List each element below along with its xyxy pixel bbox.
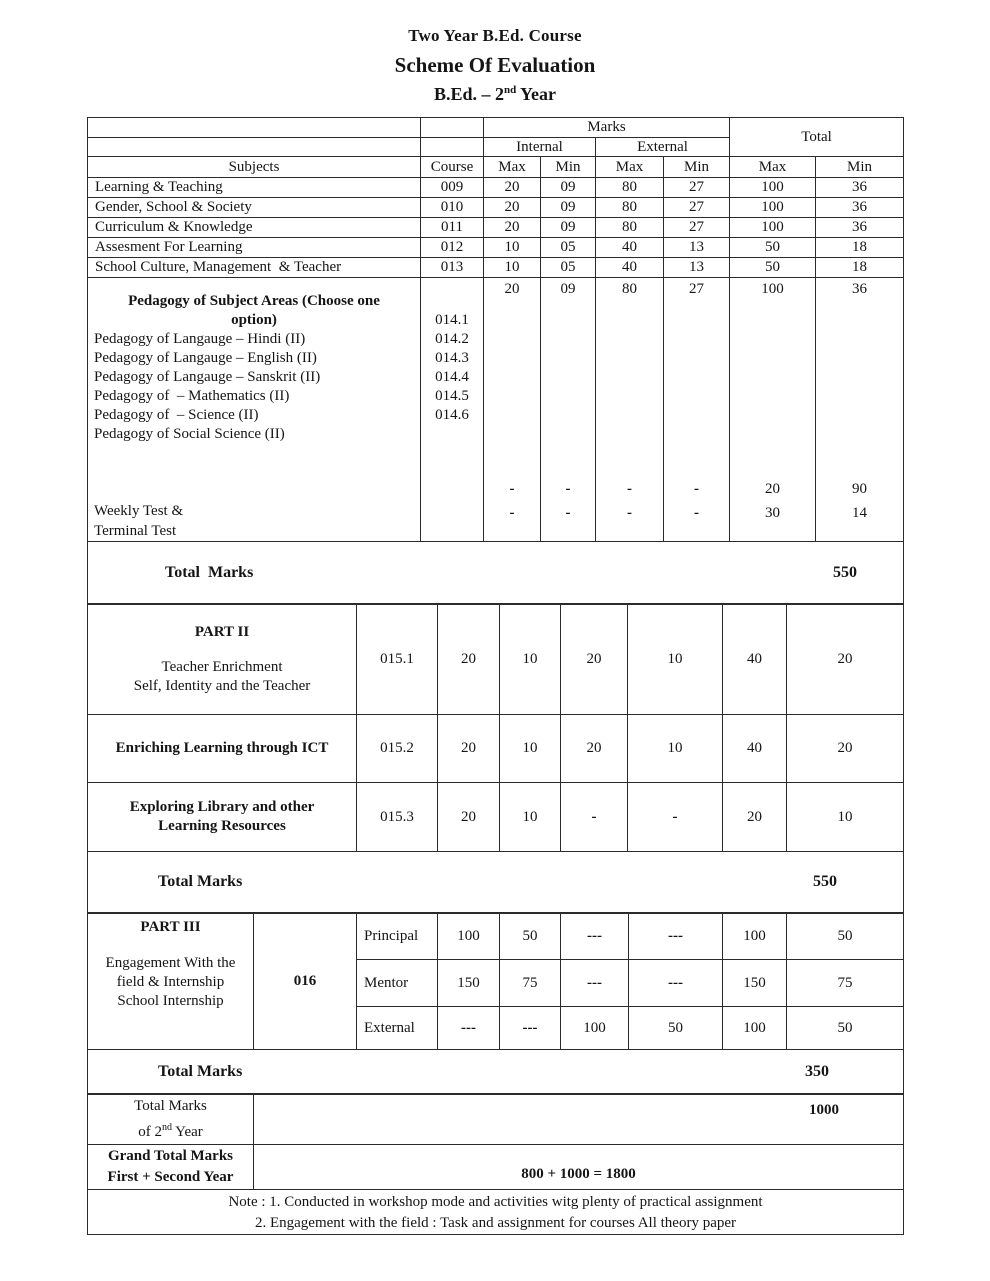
part2-subject-cell [88,783,357,852]
part2-subject-cell [88,715,357,783]
course-cell: 010 [421,198,484,218]
part2-label: PART II [194,624,250,640]
table-row [88,118,904,138]
grand-total-label-cell [88,1145,254,1190]
tot-min-cell: 50 [787,914,904,960]
int-max-cell: 150 [438,960,500,1007]
int-min-cell: 10 [500,783,561,852]
year2-total-row [88,1095,904,1145]
pedagogy-course-codes [421,278,483,541]
part1-total-row [88,542,904,604]
ext-min-cell: 13 [664,238,730,258]
spacer [484,298,540,479]
scheme-title: Scheme Of Evaluation [394,53,596,77]
year2-total-label-cell [88,1095,254,1145]
tot-min-cell: 36 [816,178,904,198]
weekly-int-min-dash: - [565,481,571,497]
pedagogy-option: Pedagogy of – Science (II) [94,407,259,423]
course-cell: 015.1 [357,605,438,715]
part2-row3 [88,783,904,852]
tot-max-cell: 20 [723,783,787,852]
course-code: 014.5 [435,388,469,404]
course-cell: 013 [421,258,484,278]
pedagogy-subject-content [88,278,420,541]
total-content [88,564,903,582]
weekly-tot-max: 20 [765,481,781,497]
ext-max-cell: 40 [596,238,664,258]
part2-total-row [88,852,904,913]
year-title-superscript: nd [503,84,517,96]
note-line2: 2. Engagement with the field : Task and assignment for courses All theory paper [254,1215,737,1231]
part2-table [87,604,904,913]
part3-label: PART III [140,919,201,935]
ext-min-header: Min [664,157,730,178]
pedagogy-course-cell [421,278,484,542]
ext-min-cell: - [628,783,723,852]
int-min-cell: 10 [500,715,561,783]
column-header-row [88,157,904,178]
pedagogy-option: Pedagogy of – Mathematics (II) [94,388,290,404]
spacer [664,298,729,479]
pedagogy-int-max-cell [484,278,541,542]
cell-content [541,278,595,527]
tot-max-cell: 40 [723,715,787,783]
int-max-cell: --- [438,1007,500,1050]
year-title [0,84,990,105]
course-code: 014.4 [435,369,469,385]
ext-max-cell: 40 [596,258,664,278]
grand-total-value: 800 + 1000 = 1800 [254,1145,904,1190]
year2-label-suffix: Year [171,1124,203,1140]
pedagogy-int-min: 09 [560,281,576,297]
external-header: External [596,138,730,157]
part1-total-cell [88,542,904,604]
tot-max-cell: 150 [723,960,787,1007]
part2-subject-line1: Teacher Enrichment [161,659,283,675]
pedagogy-int-max: 20 [504,281,520,297]
total-marks-label: Total Marks [158,1062,243,1080]
int-max-cell: 100 [438,914,500,960]
int-max-cell: 20 [484,218,541,238]
part3-desc-line1: Engagement With the [105,955,236,971]
part3-total-row [88,1050,904,1094]
main-marks-table [87,117,904,604]
empty-cell [88,118,421,138]
year-title-prefix: B.Ed. – 2 [433,84,504,104]
spacer [88,444,420,501]
int-max-cell: 20 [438,783,500,852]
total-marks-label: Total Marks [158,873,243,890]
evaluator-cell: External [357,1007,438,1050]
table-row [88,178,904,198]
ext-min-cell: 10 [628,605,723,715]
course-code: 014.1 [435,312,469,328]
document-header [0,26,990,105]
ext-min-cell: --- [629,960,723,1007]
note-line1: Note : 1. Conducted in workshop mode and activities witg plenty of practical assignment [228,1194,763,1210]
pedagogy-option: Pedagogy of Social Science (II) [94,426,285,442]
note-cell [88,1190,904,1235]
int-min-cell: 09 [541,218,596,238]
library-label-line2: Learning Resources [158,818,286,834]
pedagogy-heading-line1: Pedagogy of Subject Areas (Choose one [128,293,380,309]
int-max-cell: 20 [438,605,500,715]
tot-min-cell: 10 [787,783,904,852]
tot-min-header: Min [816,157,904,178]
year2-total-label-line2 [88,1117,253,1143]
weekly-ext-min-dash: - [694,481,699,497]
subject-cell: Gender, School & Society [88,198,421,218]
tot-max-cell: 100 [730,218,816,238]
pedagogy-option: Pedagogy of Langauge – English (II) [94,350,317,366]
grand-total-label-line2: First + Second Year [107,1169,234,1185]
spacer [596,298,663,479]
note-row [88,1190,904,1235]
year2-label-prefix: of 2 [138,1124,162,1140]
terminal-ext-min-dash: - [694,505,699,521]
spacer [730,298,815,479]
int-min-cell: 50 [500,914,561,960]
year2-total-label-line1: Total Marks [134,1098,207,1114]
pedagogy-option: Pedagogy of Langauge – Hindi (II) [94,331,306,347]
table-row [88,238,904,258]
ext-max-cell: --- [561,914,629,960]
pedagogy-ext-min-cell [664,278,730,542]
course-code: 014.6 [435,407,469,423]
tot-min-cell: 50 [787,1007,904,1050]
table-row [88,198,904,218]
spacer [816,298,903,479]
part3-subject-content [88,914,253,1049]
tot-max-cell: 50 [730,238,816,258]
evaluator-cell: Mentor [357,960,438,1007]
weekly-test-label: Weekly Test & [94,503,184,519]
course-header: Course [421,157,484,178]
spacer [541,298,595,479]
pedagogy-tot-max-cell [730,278,816,542]
weekly-ext-max-dash: - [627,481,632,497]
evaluator-cell: Principal [357,914,438,960]
ext-min-cell: 13 [664,258,730,278]
internal-header: Internal [484,138,596,157]
empty-cell [421,118,484,138]
course-cell: 011 [421,218,484,238]
part3-desc-line3: School Internship [117,993,224,1009]
pedagogy-heading-line2: option) [231,312,277,328]
int-min-cell: 09 [541,178,596,198]
pedagogy-option: Pedagogy of Langauge – Sanskrit (II) [94,369,321,385]
spacer [88,642,356,658]
tot-max-header: Max [730,157,816,178]
table-row [88,258,904,278]
tot-max-cell: 100 [723,1007,787,1050]
subject-cell: Assesment For Learning [88,238,421,258]
int-min-cell: 75 [500,960,561,1007]
int-min-cell: 10 [500,605,561,715]
int-max-cell: 10 [484,258,541,278]
year-title-suffix: Year [516,84,557,104]
int-min-cell: 05 [541,258,596,278]
pedagogy-int-min-cell [541,278,596,542]
part3-course-cell: 016 [254,914,357,1050]
tot-min-cell: 75 [787,960,904,1007]
weekly-int-max-dash: - [509,481,515,497]
part2-subject-content [88,606,356,714]
total-content [88,1063,903,1081]
year2-label-superscript: nd [161,1122,172,1133]
int-max-cell: 20 [484,198,541,218]
ext-max-cell: 20 [561,715,628,783]
spacer [88,937,253,954]
empty-cell [88,138,421,157]
total-header: Total [730,118,904,157]
year2-total-value: 1000 [254,1095,904,1145]
tot-min-cell: 36 [816,198,904,218]
part3-table [87,913,904,1094]
ext-max-cell: 100 [561,1007,629,1050]
int-max-cell: 20 [484,178,541,198]
ext-max-cell: 80 [596,198,664,218]
empty-cell [421,138,484,157]
course-code: 014.3 [435,350,469,366]
tot-min-cell: 36 [816,218,904,238]
pedagogy-tot-min: 36 [852,281,868,297]
int-min-cell: 09 [541,198,596,218]
terminal-tot-max: 30 [765,505,781,521]
tot-min-cell: 20 [787,715,904,783]
total-marks-value: 550 [813,873,837,890]
ext-min-cell: 27 [664,178,730,198]
course-cell: 012 [421,238,484,258]
total-marks-value: 550 [833,563,858,581]
ext-max-cell: - [561,783,628,852]
part2-subject-cell [88,605,357,715]
total-content [88,873,903,891]
ext-min-cell: --- [629,914,723,960]
tot-max-cell: 100 [730,198,816,218]
library-label-line1: Exploring Library and other [129,799,315,815]
total-marks-value: 350 [805,1062,829,1080]
pedagogy-tot-max: 100 [761,281,784,297]
int-max-cell: 20 [438,715,500,783]
int-min-header: Min [541,157,596,178]
pedagogy-row [88,278,904,542]
course-cell: 015.2 [357,715,438,783]
ext-max-cell: 80 [596,218,664,238]
terminal-test-label: Terminal Test [94,523,177,539]
terminal-tot-min: 14 [852,505,868,521]
ext-max-cell: 20 [561,605,628,715]
marks-header: Marks [484,118,730,138]
tot-min-cell: 18 [816,258,904,278]
terminal-int-min-dash: - [565,505,571,521]
ext-min-cell: 27 [664,198,730,218]
int-max-cell: 10 [484,238,541,258]
part3-subject-cell [88,914,254,1050]
pedagogy-ext-max: 80 [622,281,637,297]
course-cell: 009 [421,178,484,198]
grand-total-label-line1: Grand Total Marks [107,1148,234,1164]
terminal-ext-max-dash: - [627,505,632,521]
ext-max-header: Max [596,157,664,178]
cell-content [664,278,729,527]
ext-min-cell: 50 [629,1007,723,1050]
weekly-tot-min: 90 [852,481,868,497]
evaluation-scheme-document [87,117,903,1235]
ext-min-cell: 27 [664,218,730,238]
course-title: Two Year B.Ed. Course [408,26,582,45]
int-max-header: Max [484,157,541,178]
ext-max-cell: 80 [596,178,664,198]
subjects-header: Subjects [88,157,421,178]
course-code: 014.2 [435,331,469,347]
tot-max-cell: 100 [730,178,816,198]
cell-content [596,278,663,527]
pedagogy-ext-max-cell [596,278,664,542]
tot-max-cell: 100 [723,914,787,960]
course-cell: 015.3 [357,783,438,852]
tot-min-cell: 20 [787,605,904,715]
part3-principal-row [88,914,904,960]
subject-cell: School Culture, Management & Teacher [88,258,421,278]
part3-total-cell [88,1050,904,1094]
cell-content [816,278,903,527]
spacer [421,292,483,311]
pedagogy-subject-cell [88,278,421,542]
part2-row2 [88,715,904,783]
ict-label: Enriching Learning through ICT [115,740,329,756]
summary-table [87,1094,904,1235]
part2-subject-line2: Self, Identity and the Teacher [133,678,311,694]
total-marks-label: Total Marks [165,563,254,581]
tot-max-cell: 50 [730,258,816,278]
grand-total-row [88,1145,904,1190]
subject-cell: Curriculum & Knowledge [88,218,421,238]
int-min-cell: --- [500,1007,561,1050]
part2-row1 [88,605,904,715]
table-row [88,218,904,238]
terminal-int-max-dash: - [509,505,515,521]
tot-min-cell: 18 [816,238,904,258]
part3-desc-line2: field & Internship [116,974,225,990]
part2-total-cell [88,852,904,913]
pedagogy-tot-min-cell [816,278,904,542]
tot-max-cell: 40 [723,605,787,715]
ext-min-cell: 10 [628,715,723,783]
int-min-cell: 05 [541,238,596,258]
cell-content [484,278,540,527]
ext-max-cell: --- [561,960,629,1007]
pedagogy-ext-min: 27 [689,281,704,297]
subject-cell: Learning & Teaching [88,178,421,198]
cell-content [730,278,815,527]
